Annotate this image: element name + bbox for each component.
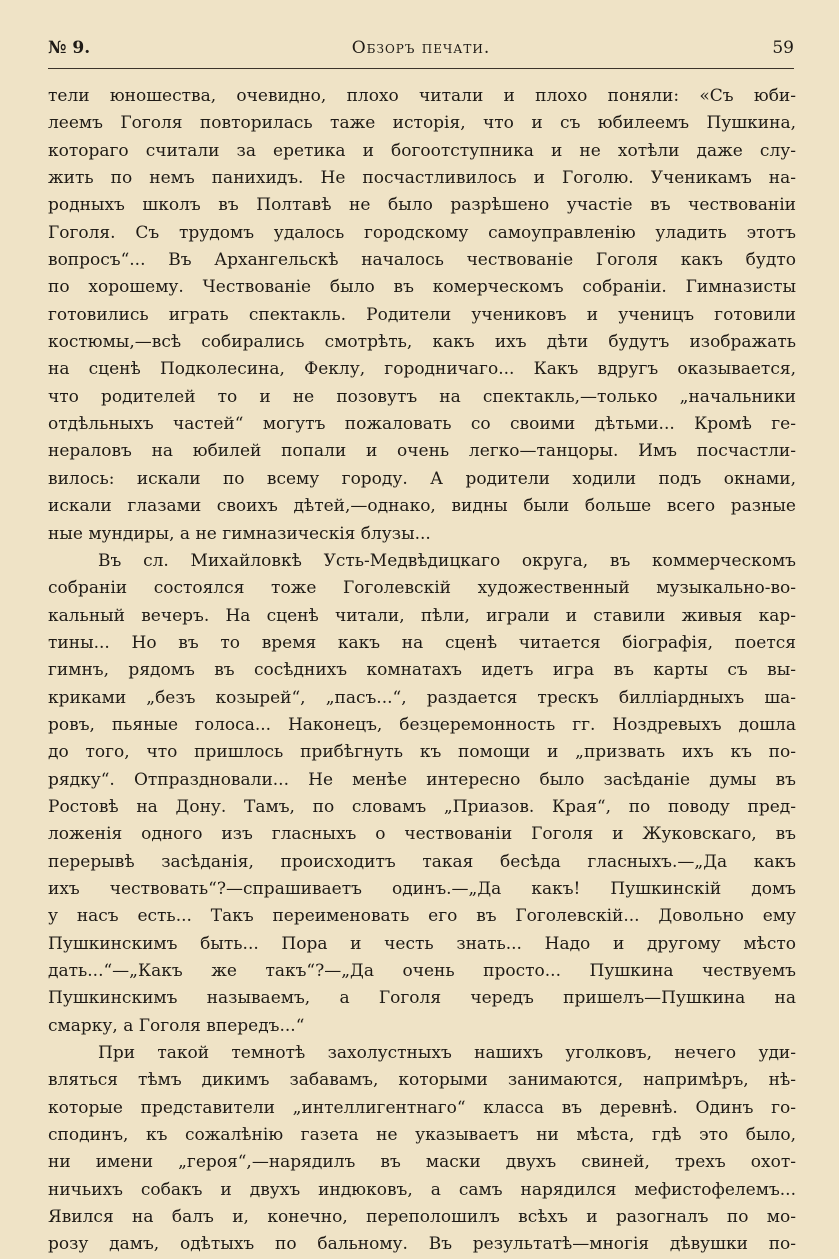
text-line: жить по немъ панихидъ. Не посчастливилось и Гоголю. Ученикамъ на- — [48, 168, 796, 189]
text-line: Пушкинскимъ называемъ, а Гоголя чередъ пришелъ—Пушкина на — [48, 988, 796, 1009]
running-header — [48, 36, 794, 60]
text-line: котораго считали за еретика и богоотступника и не хотѣли даже слу- — [48, 140, 796, 161]
text-line: родныхъ школъ въ Полтавѣ не было разрѣшено участіе въ чествованіи — [48, 195, 796, 216]
text-line: розу дамъ, одѣтыхъ по бальному. Въ результатѣ—многія дѣвушки по- — [48, 1234, 796, 1255]
text-line: перерывѣ засѣданія, происходитъ такая бесѣда гласныхъ.—„Да какъ — [48, 851, 796, 872]
running-title: Обзоръ печати. — [351, 38, 491, 58]
text-line: леемъ Гоголя повторилась таже исторія, что и съ юбилеемъ Пушкина, — [48, 113, 796, 134]
text-line: отдѣльныхъ частей“ могутъ пожаловать со своими дѣтьми... Кромѣ ге- — [48, 414, 796, 435]
text-line: до того, что пришлось прибѣгнуть къ помощи и „призвать ихъ къ по- — [48, 742, 796, 763]
text-line: вопросъ“... Въ Архангельскѣ началось чествованіе Гоголя какъ будто — [48, 250, 796, 271]
text-line: костюмы,—всѣ собирались смотрѣть, какъ ихъ дѣти будутъ изображать — [48, 332, 796, 353]
text-line: ихъ чествовать“?—спрашиваетъ одинъ.—„Да какъ! Пушкинскій домъ — [48, 878, 796, 899]
text-line: Въ сл. Михайловкѣ Усть-Медвѣдицкаго округа, въ коммерческомъ — [98, 550, 796, 571]
text-line: криками „безъ козырей“, „пасъ...“, раздается трескъ билліардныхъ ша- — [48, 687, 796, 708]
text-line: Ростовѣ на Дону. Тамъ, по словамъ „Приазов. Края“, по поводу пред- — [48, 796, 796, 817]
text-line: ровъ, пьяные голоса... Наконецъ, безцеремонность гг. Ноздревыхъ дошла — [48, 714, 796, 735]
text-line: ные мундиры, а не гимназическія блузы... — [48, 523, 431, 544]
text-line: дать...“—„Какъ же такъ“?—„Да очень просто... Пушкина чествуемъ — [48, 961, 796, 981]
text-line: которые представители „интеллигентнаго“ класса въ деревнѣ. Одинъ го- — [48, 1097, 796, 1118]
text-line: Гоголя. Съ трудомъ удалось городскому самоуправленію уладить этотъ — [48, 222, 796, 243]
header-rule — [48, 68, 794, 69]
text-line: Пушкинскимъ быть... Пора и честь знать... Надо и другому мѣсто — [48, 933, 796, 954]
text-line: При такой темнотѣ захолустныхъ нашихъ уголковъ, нечего уди- — [98, 1043, 796, 1064]
text-line: сподинъ, къ сожалѣнію газета не указываетъ ни мѣста, гдѣ это было, — [48, 1125, 796, 1146]
text-line: у насъ есть... Такъ переименовать его въ Гоголевскій... Довольно ему — [48, 906, 796, 927]
text-line: кальный вечеръ. На сценѣ читали, пѣли, играли и ставили живыя кар- — [48, 605, 796, 626]
body-text — [48, 83, 796, 1259]
text-line: гимнъ, рядомъ въ сосѣднихъ комнатахъ идетъ игра въ карты съ вы- — [48, 660, 796, 681]
text-line: рядку“. Отпраздновали... Не менѣе интересно было засѣданіе думы въ — [48, 769, 796, 790]
text-line: вилось: искали по всему городу. А родители ходили подъ окнами, — [48, 468, 796, 489]
issue-number: № 9. — [48, 38, 91, 58]
text-line: ложенія одного изъ гласныхъ о чествованіи Гоголя и Жуковскаго, въ — [48, 824, 796, 845]
text-line: ничьихъ собакъ и двухъ индюковъ, а самъ нарядился мефистофелемъ... — [48, 1179, 796, 1200]
text-line: собраніи состоялся тоже Гоголевскій художественный музыкально-во- — [48, 578, 796, 599]
page-number: 59 — [772, 38, 794, 58]
text-line: вляться тѣмъ дикимъ забавамъ, которыми занимаются, напримѣръ, нѣ- — [48, 1070, 796, 1091]
text-line: на сценѣ Подколесина, Феклу, городничаго... Какъ вдругъ оказывается, — [48, 359, 796, 380]
text-line: готовились играть спектакль. Родители учениковъ и ученицъ готовили — [48, 304, 796, 325]
text-line: Явился на балъ и, конечно, переполошилъ всѣхъ и разогналъ по мо- — [48, 1207, 796, 1228]
text-line: тели юношества, очевидно, плохо читали и плохо поняли: «Съ юби- — [48, 86, 796, 106]
text-line: смарку, а Гоголя впередъ...“ — [48, 1015, 305, 1036]
text-line: по хорошему. Чествованіе было въ комерческомъ собраніи. Гимназисты — [48, 277, 796, 298]
text-line: что родителей то и не позовутъ на спектакль,—только „начальники — [48, 386, 796, 407]
text-line: ни имени „героя“,—нарядилъ въ маски двухъ свиней, трехъ охот- — [48, 1152, 796, 1173]
text-line: нераловъ на юбилей попали и очень легко—танцоры. Имъ посчастли- — [48, 441, 796, 462]
text-line: искали глазами своихъ дѣтей,—однако, видны были больше всего разные — [48, 496, 796, 517]
text-line: тины... Но въ то время какъ на сценѣ читается біографія, поется — [48, 632, 796, 653]
